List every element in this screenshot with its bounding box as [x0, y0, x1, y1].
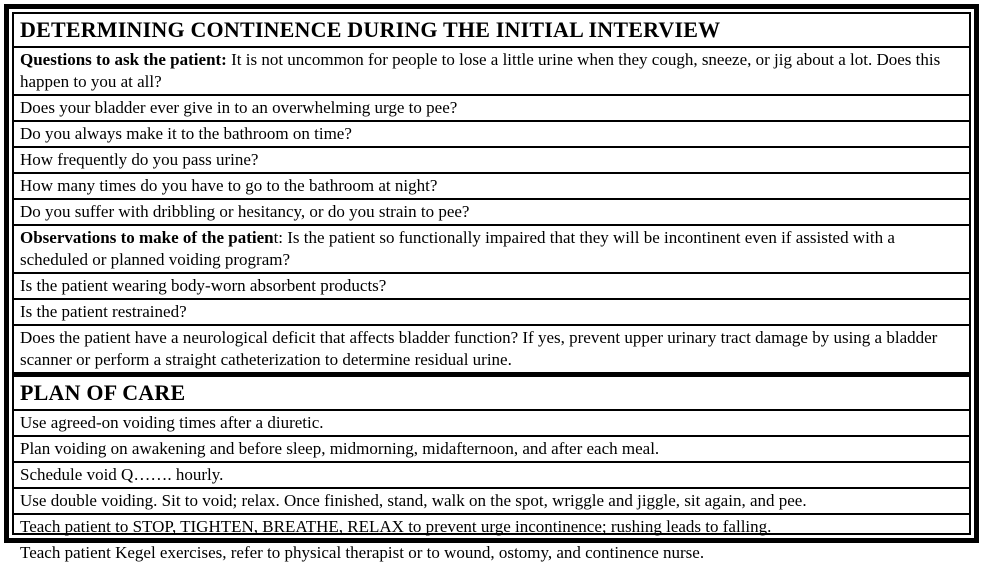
document-frame [4, 4, 979, 562]
table-row-dribbling [14, 200, 969, 226]
row-text: How many times do you have to go to the bathroom at night? [20, 176, 438, 195]
row-text: Is the patient restrained? [20, 302, 187, 321]
row-text: Teach patient Kegel exercises, refer to physical therapist or to wound, ostomy, and continence nurse. [20, 543, 705, 562]
table-row-plan-voiding [14, 437, 969, 463]
table-row-frequency [14, 148, 969, 174]
table-row-kegel [14, 541, 969, 565]
row-lead-bold: Observations to make of the patien [20, 228, 274, 247]
table-row-schedule-void [14, 463, 969, 489]
row-text: Teach patient to STOP, TIGHTEN, BREATHE, RELAX to prevent urge incontinence; rushing leads to falling. [20, 517, 772, 536]
section-title-initial-interview: DETERMINING CONTINENCE DURING THE INITIAL INTERVIEW [14, 14, 969, 48]
row-text: How frequently do you pass urine? [20, 150, 259, 169]
row-text: Use double voiding. Sit to void; relax. Once finished, stand, walk on the spot, wriggle and jiggle, sit again, and pee. [20, 491, 807, 510]
row-text: Does the patient have a neurological deficit that affects bladder function? If yes, prevent upper urinary tract damage by using a bladder scanner or perform a straight catheterization to determine residual urine. [20, 328, 938, 369]
table-row-absorbent-products [14, 274, 969, 300]
continence-table [12, 12, 971, 562]
row-text: It is not uncommon for people to lose a little urine when they cough, sneeze, or jig about a lot. Does this happen to you at all? [20, 50, 941, 91]
table-row-night-frequency [14, 174, 969, 200]
row-text: Does your bladder ever give in to an overwhelming urge to pee? [20, 98, 458, 117]
table-row-urge [14, 96, 969, 122]
row-text: Is the patient wearing body-worn absorbent products? [20, 276, 387, 295]
table-row-neurological-deficit [14, 326, 969, 374]
row-text: Do you suffer with dribbling or hesitancy, or do you strain to pee? [20, 202, 470, 221]
row-text: Plan voiding on awakening and before sleep, midmorning, midafternoon, and after each meal. [20, 439, 660, 458]
table-row-voiding-times [14, 411, 969, 437]
table-row-questions-intro [14, 48, 969, 96]
row-text: Schedule void Q……. hourly. [20, 465, 224, 484]
row-lead-bold: Questions to ask the patient: [20, 50, 227, 69]
table-row-stop-tighten [14, 515, 969, 541]
table-row-observations-intro [14, 226, 969, 274]
row-text: Use agreed-on voiding times after a diuretic. [20, 413, 324, 432]
table-row-double-voiding [14, 489, 969, 515]
section-title-plan-of-care: PLAN OF CARE [14, 374, 969, 411]
row-text: t: Is the patient so functionally impaired that they will be incontinent even if assisted with a scheduled or planned voiding program? [20, 228, 895, 269]
table-row-restrained [14, 300, 969, 326]
row-text: Do you always make it to the bathroom on time? [20, 124, 352, 143]
table-row-bathroom-on-time [14, 122, 969, 148]
